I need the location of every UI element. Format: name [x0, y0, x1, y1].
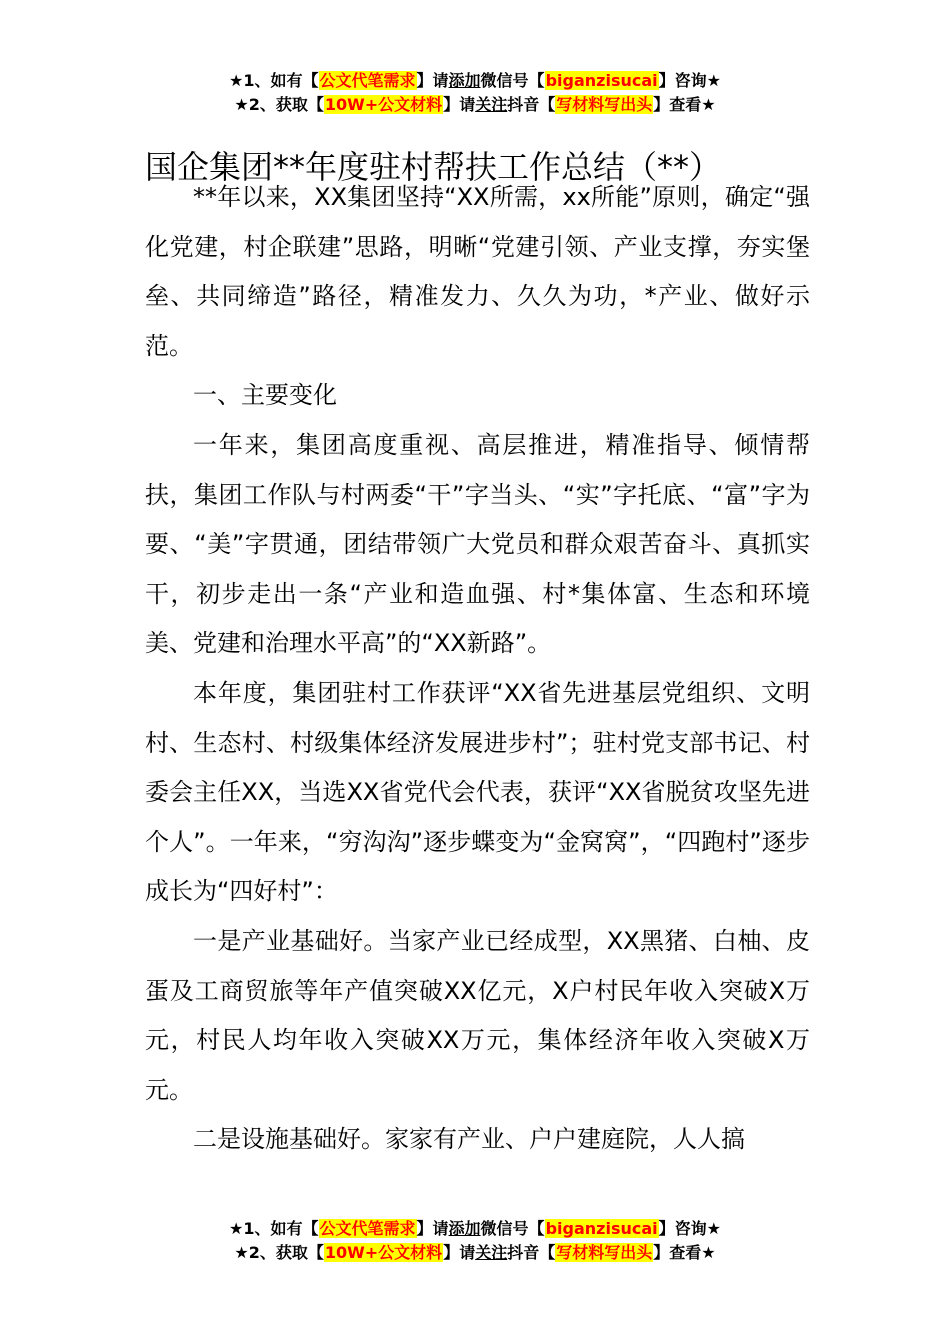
promo-text: 】请 [416, 1219, 449, 1238]
promo-highlight: 公文代笔需求 [319, 71, 416, 90]
promo-text: 】查看★ [653, 95, 716, 114]
footer-promo-banner [0, 1217, 950, 1265]
promo-text: 】请 [443, 95, 476, 114]
promo-text: 】请 [416, 71, 449, 90]
paragraph-industry: 一是产业基础好。当家产业已经成型，XX黑猪、白柚、皮蛋及工商贸旅等年产值突破XX亿元，X户村民年收入突破X万元，村民人均年收入突破XX万元，集体经济年收入突破X万元。 [145, 926, 810, 1104]
promo-highlight-douyin: 写材料写出头 [556, 95, 653, 114]
star-icon: ★ [234, 95, 249, 114]
star-icon: ★ [229, 1219, 244, 1238]
section-heading: 一、主要变化 [193, 381, 337, 410]
paragraph-awards: 本年度，集团驻村工作获评“XX省先进基层党组织、文明村、生态村、村级集体经济发展进步村”；驻村党支部书记、村委会主任XX，当选XX省党代会代表，获评“XX省脱贫攻坚先进个人”。一年来，“穷沟沟”逐步蝶变为“金窝窝”，“四跑村”逐步成长为“四好村”： [145, 678, 810, 906]
star-icon: ★ [229, 71, 244, 90]
promo-highlight: 10W+公文材料 [324, 95, 443, 114]
promo-highlight: 公文代笔需求 [319, 1219, 416, 1238]
promo-line-1 [0, 1217, 950, 1241]
paragraph-changes: 一年来，集团高度重视、高层推进，精准指导、倾情帮扶，集团工作队与村两委“干”字当头、“实”字托底、“富”字为要、“美”字贯通，团结带领广大党员和群众艰苦奋斗、真抓实干，初步走出一条“产业和造血强、村*集体富、生态和环境美、党建和治理水平高”的“XX新路”。 [145, 430, 810, 658]
promo-text: 微信号【 [480, 71, 545, 90]
promo-text: 1、如有【 [243, 71, 319, 90]
promo-underlined: 添加 [448, 1219, 481, 1238]
header-promo-banner [0, 69, 950, 117]
promo-line-1 [0, 69, 950, 93]
promo-text: 】咨询★ [658, 1219, 721, 1238]
star-icon: ★ [234, 1243, 249, 1262]
promo-text: 】查看★ [653, 1243, 716, 1262]
promo-text: 微信号【 [480, 1219, 545, 1238]
promo-text: 】咨询★ [658, 71, 721, 90]
promo-text: 抖音【 [507, 95, 556, 114]
promo-highlight-douyin: 写材料写出头 [556, 1243, 653, 1262]
promo-underlined: 添加 [448, 71, 481, 90]
promo-highlight-wechat-id: biganzisucai [545, 1219, 658, 1238]
promo-text: 1、如有【 [243, 1219, 319, 1238]
paragraph-facilities: 二是设施基础好。家家有产业、户户建庭院，人人搞 [193, 1125, 745, 1154]
paragraph-intro: **年以来，XX集团坚持“XX所需，xx所能”原则，确定“强化党建，村企联建”思路，明晰“党建引领、产业支撑，夯实堡垒、共同缔造”路径，精准发力、久久为功，*产业、做好示范。 [145, 183, 810, 360]
promo-highlight: 10W+公文材料 [324, 1243, 443, 1262]
document-body [145, 173, 810, 1165]
promo-line-2 [0, 93, 950, 117]
promo-underlined: 关注 [475, 95, 508, 114]
promo-highlight-wechat-id: biganzisucai [545, 71, 658, 90]
promo-text: 抖音【 [507, 1243, 556, 1262]
promo-line-2 [0, 1241, 950, 1265]
document-title: 国企集团**年度驻村帮扶工作总结（**） [145, 148, 722, 187]
promo-underlined: 关注 [475, 1243, 508, 1262]
promo-text: 2、获取【 [248, 1243, 324, 1262]
promo-text: 2、获取【 [248, 95, 324, 114]
promo-text: 】请 [443, 1243, 476, 1262]
